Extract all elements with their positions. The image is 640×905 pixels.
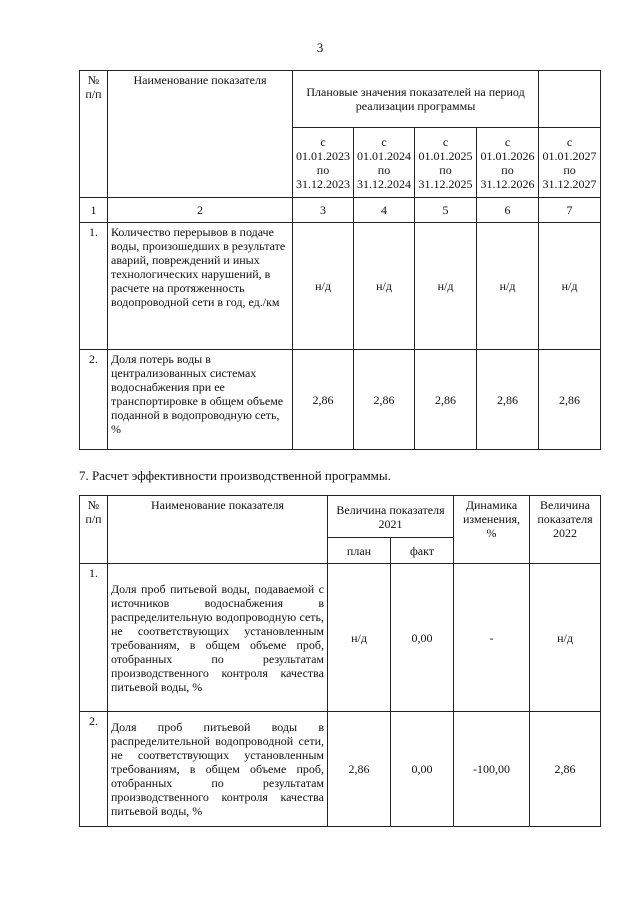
header-empty-cell [539, 71, 601, 128]
row-number: 1. [80, 564, 108, 712]
fact-value: 0,00 [391, 712, 454, 827]
plan-value: 2,86 [328, 712, 391, 827]
header-period: с 01.01.2026 по 31.12.2026 [477, 128, 539, 198]
column-number: 6 [477, 198, 539, 223]
header-num: № п/п [80, 496, 108, 564]
indicator-name: Количество перерывов в подаче воды, произошедших в результате аварий, повреждений и иных технологических нарушений, в расчете на протяженность водопроводной сети в год, ед./км [108, 223, 293, 350]
header-value-2021: Величина показателя 2021 [328, 496, 454, 538]
header-dynamics: Динамика изменения, % [454, 496, 530, 564]
header-indicator-name: Наименование показателя [108, 496, 328, 564]
value-cell: 2,86 [477, 350, 539, 450]
page-number: 3 [316, 40, 324, 55]
indicator-name: Доля потерь воды в централизованных системах водоснабжения при ее транспортировке в общем объеме поданной в водопроводную сеть, % [108, 350, 293, 450]
value-cell: н/д [477, 223, 539, 350]
header-period: с 01.01.2027 по 31.12.2027 [539, 128, 601, 198]
indicator-name: Доля проб питьевой воды, подаваемой с источников водоснабжения в распределительную водопроводную сеть, не соответствующих установленным требованиям, в общем объеме проб, отобранных по результатам производственного контроля качества питьевой воды, % [108, 564, 328, 712]
header-plan: план [328, 538, 391, 564]
column-number: 2 [108, 198, 293, 223]
row-number: 1. [80, 223, 108, 350]
section-title: 7. Расчет эффективности производственной программы. [79, 468, 391, 483]
value-cell: 2,86 [539, 350, 601, 450]
value-cell: н/д [539, 223, 601, 350]
dynamics-value: - [454, 564, 530, 712]
header-period: с 01.01.2025 по 31.12.2025 [415, 128, 477, 198]
value-cell: н/д [415, 223, 477, 350]
indicator-name: Доля проб питьевой воды в распределительной водопроводной сети, не соответствующих установленным требованиям, в общем объеме проб, отобранных по результатам производственного контроля качества питьевой воды, % [108, 712, 328, 827]
header-period: с 01.01.2023 по 31.12.2023 [293, 128, 354, 198]
value-cell: н/д [354, 223, 415, 350]
planned-values-table [79, 70, 601, 450]
column-number: 3 [293, 198, 354, 223]
value-cell: 2,86 [354, 350, 415, 450]
row-number: 2. [80, 712, 108, 827]
table-row [80, 564, 601, 712]
header-planned-values: Плановые значения показателей на период реализации программы [293, 71, 539, 128]
value-2022: н/д [530, 564, 601, 712]
header-num: № п/п [80, 71, 108, 198]
plan-value: н/д [328, 564, 391, 712]
value-cell: н/д [293, 223, 354, 350]
value-2022: 2,86 [530, 712, 601, 827]
table-row [80, 712, 601, 827]
header-indicator-name: Наименование показателя [108, 71, 293, 198]
fact-value: 0,00 [391, 564, 454, 712]
header-period: с 01.01.2024 по 31.12.2024 [354, 128, 415, 198]
header-value-2022: Величина показателя 2022 [530, 496, 601, 564]
row-number: 2. [80, 350, 108, 450]
header-fact: факт [391, 538, 454, 564]
table-row [80, 223, 601, 350]
column-number: 1 [80, 198, 108, 223]
table-row [80, 350, 601, 450]
value-cell: 2,86 [415, 350, 477, 450]
column-number: 4 [354, 198, 415, 223]
column-number: 5 [415, 198, 477, 223]
efficiency-table [79, 495, 601, 827]
value-cell: 2,86 [293, 350, 354, 450]
dynamics-value: -100,00 [454, 712, 530, 827]
column-number: 7 [539, 198, 601, 223]
